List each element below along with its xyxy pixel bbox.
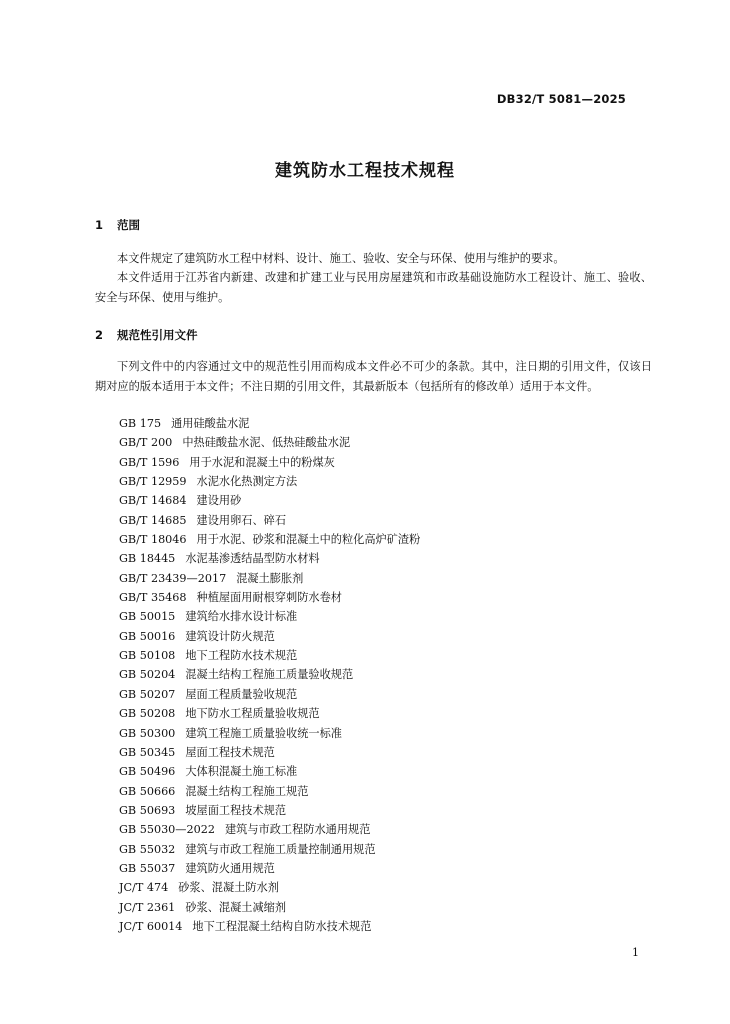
reference-item bbox=[119, 917, 420, 936]
reference-code: GB 50666 bbox=[119, 784, 176, 798]
section-heading-scope bbox=[95, 217, 140, 233]
reference-title: 建筑设计防火规范 bbox=[185, 629, 275, 643]
reference-code: GB 50300 bbox=[119, 726, 176, 740]
reference-title: 砂浆、混凝土防水剂 bbox=[178, 881, 279, 895]
reference-title: 建设用砂 bbox=[196, 494, 242, 508]
reference-item bbox=[119, 782, 420, 801]
reference-code: JC/T 2361 bbox=[119, 900, 176, 914]
reference-code: GB/T 12959 bbox=[119, 475, 187, 489]
reference-code: GB/T 14685 bbox=[119, 513, 187, 527]
reference-item bbox=[119, 743, 420, 762]
reference-code: GB 50496 bbox=[119, 765, 176, 779]
reference-title: 通用硅酸盐水泥 bbox=[171, 417, 250, 430]
reference-code: GB 55032 bbox=[119, 842, 176, 856]
reference-title: 地下工程防水技术规范 bbox=[185, 649, 298, 663]
reference-code: GB 50204 bbox=[119, 668, 176, 682]
reference-code: GB 18445 bbox=[119, 552, 176, 566]
paragraph: 本文件规定了建筑防水工程中材料、设计、施工、验收、安全与环保、使用与维护的要求。 bbox=[117, 252, 565, 265]
reference-title: 水泥水化热测定方法 bbox=[196, 475, 298, 489]
reference-title: 水泥基渗透结晶型防水材料 bbox=[185, 552, 320, 566]
reference-item bbox=[119, 569, 420, 588]
reference-code: GB 50015 bbox=[119, 610, 176, 624]
reference-item bbox=[119, 588, 420, 607]
page-number: 1 bbox=[632, 946, 639, 959]
reference-item bbox=[119, 511, 420, 530]
section-number: 2 bbox=[95, 328, 104, 342]
reference-title: 大体积混凝土施工标准 bbox=[185, 765, 298, 779]
paragraph: 本文件适用于江苏省内新建、改建和扩建工业与民用房屋建筑和市政基础设施防水工程设计、施工、验收、安全与环保、使用与维护。 bbox=[95, 271, 652, 304]
reference-title: 地下工程混凝土结构自防水技术规范 bbox=[192, 919, 372, 933]
reference-item bbox=[119, 801, 420, 820]
reference-item bbox=[119, 859, 420, 878]
reference-item bbox=[119, 685, 420, 704]
section-title: 规范性引用文件 bbox=[117, 328, 198, 342]
reference-code: GB 50345 bbox=[119, 745, 176, 759]
reference-title: 屋面工程技术规范 bbox=[185, 745, 275, 759]
reference-code: GB 50016 bbox=[119, 629, 176, 643]
reference-title: 用于水泥、砂浆和混凝土中的粒化高炉矿渣粉 bbox=[196, 533, 421, 547]
reference-item bbox=[119, 898, 420, 917]
reference-code: GB 175 bbox=[119, 417, 162, 430]
reference-title: 种植屋面用耐根穿刺防水卷材 bbox=[196, 591, 342, 605]
paragraph: 下列文件中的内容通过文中的规范性引用而构成本文件必不可少的条款。其中，注日期的引用文件，仅该日期对应的版本适用于本文件；不注日期的引用文件，其最新版本（包括所有的修改单）适用于本文件。 bbox=[95, 360, 652, 393]
reference-title: 建筑防火通用规范 bbox=[185, 861, 275, 875]
reference-code: GB 50693 bbox=[119, 803, 176, 817]
section-number: 1 bbox=[95, 218, 104, 232]
reference-item bbox=[119, 414, 420, 433]
reference-code: JC/T 474 bbox=[119, 881, 169, 895]
reference-item bbox=[119, 724, 420, 743]
reference-title: 建筑给水排水设计标准 bbox=[185, 610, 298, 624]
reference-item bbox=[119, 549, 420, 568]
reference-list bbox=[119, 414, 420, 936]
section-title: 范围 bbox=[117, 218, 140, 232]
reference-title: 地下防水工程质量验收规范 bbox=[185, 707, 320, 721]
reference-item bbox=[119, 820, 420, 839]
reference-item bbox=[119, 491, 420, 510]
reference-title: 建筑工程施工质量验收统一标准 bbox=[185, 726, 342, 740]
document-title: 建筑防水工程技术规程 bbox=[275, 161, 455, 181]
reference-title: 用于水泥和混凝土中的粉煤灰 bbox=[189, 455, 335, 469]
reference-title: 混凝土结构工程施工质量验收规范 bbox=[185, 668, 354, 682]
reference-title: 屋面工程质量验收规范 bbox=[185, 687, 298, 701]
reference-code: JC/T 60014 bbox=[119, 919, 183, 933]
reference-item bbox=[119, 762, 420, 781]
section-heading-normative-references bbox=[95, 327, 198, 343]
reference-code: GB 55030—2022 bbox=[119, 823, 215, 837]
reference-item bbox=[119, 840, 420, 859]
reference-item bbox=[119, 472, 420, 491]
reference-title: 建筑与市政工程施工质量控制通用规范 bbox=[185, 842, 376, 856]
standard-code: DB32/T 5081—2025 bbox=[496, 92, 626, 106]
reference-title: 混凝土结构工程施工规范 bbox=[185, 784, 309, 798]
reference-title: 砂浆、混凝土减缩剂 bbox=[185, 900, 287, 914]
reference-code: GB 50208 bbox=[119, 707, 176, 721]
reference-item bbox=[119, 627, 420, 646]
reference-title: 中热硅酸盐水泥、低热硅酸盐水泥 bbox=[182, 436, 351, 450]
reference-code: GB/T 18046 bbox=[119, 533, 187, 547]
reference-item bbox=[119, 607, 420, 626]
reference-code: GB/T 1596 bbox=[119, 455, 180, 469]
reference-code: GB/T 200 bbox=[119, 436, 173, 450]
reference-item bbox=[119, 530, 420, 549]
reference-code: GB 55037 bbox=[119, 861, 176, 875]
reference-item bbox=[119, 665, 420, 684]
reference-item bbox=[119, 433, 420, 452]
reference-code: GB 50207 bbox=[119, 687, 176, 701]
reference-code: GB/T 23439—2017 bbox=[119, 571, 227, 585]
reference-title: 建筑与市政工程防水通用规范 bbox=[224, 823, 371, 837]
reference-code: GB/T 35468 bbox=[119, 591, 187, 605]
reference-item bbox=[119, 878, 420, 897]
reference-title: 建设用卵石、碎石 bbox=[196, 513, 287, 527]
reference-title: 混凝土膨胀剂 bbox=[236, 571, 304, 585]
reference-title: 坡屋面工程技术规范 bbox=[185, 803, 287, 817]
reference-item bbox=[119, 704, 420, 723]
reference-code: GB 50108 bbox=[119, 649, 176, 663]
reference-item bbox=[119, 646, 420, 665]
reference-code: GB/T 14684 bbox=[119, 494, 187, 508]
reference-item bbox=[119, 453, 420, 472]
